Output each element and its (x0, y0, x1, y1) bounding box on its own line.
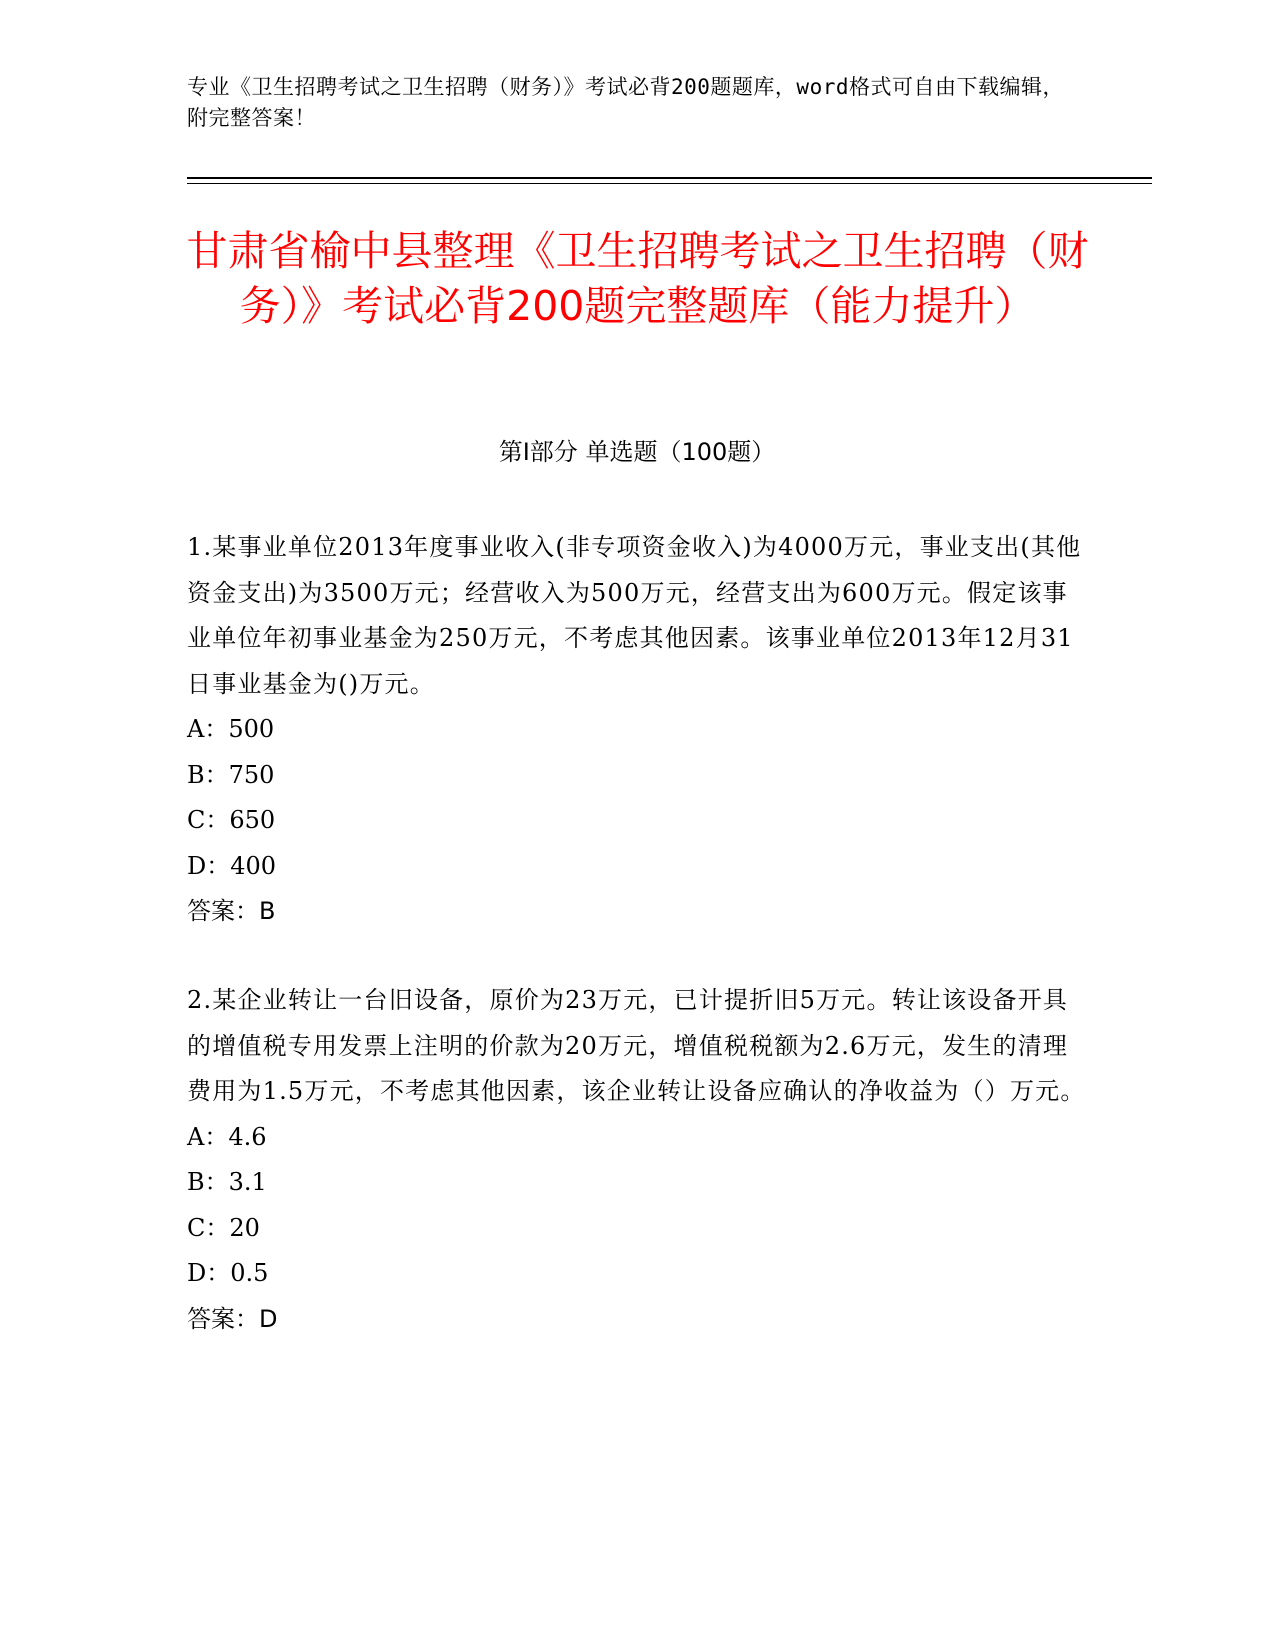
option-d: D：0.5 (187, 1259, 269, 1287)
header-divider-thick (187, 177, 1152, 179)
document-title: 甘肃省榆中县整理《卫生招聘考试之卫生招聘（财务）》考试必背200题完整题库（能力提升） (186, 227, 1089, 330)
option-c: C：20 (187, 1213, 260, 1242)
option-c: C：650 (187, 806, 276, 834)
option-b: B：3.1 (187, 1168, 267, 1196)
option-a: A：500 (187, 715, 275, 743)
question-text: 1.某事业单位2013年度事业收入(非专项资金收入)为4000万元，事业支出(其他资金支出)为3500万元；经营收入为500万元，经营支出为600万元。假定该事业单位年初事业基金为250万元，不考虑其他因素。该事业单位2013年12月31日事业基金为()万元。 (187, 533, 1082, 698)
option-a: A：4.6 (187, 1122, 267, 1151)
option-b: B：750 (187, 760, 275, 789)
option-d: D：400 (187, 851, 277, 880)
question-2 (187, 978, 1087, 1342)
question-text: 2.某企业转让一台旧设备，原价为23万元，已计提折旧5万元。转让该设备开具的增值税专用发票上注明的价款为20万元，增值税税额为2.6万元，发生的清理费用为1.5万元，不考虑其他因素，该企业转让设备应确认的净收益为（）万元。 (187, 986, 1086, 1105)
answer-line: 答案：B (187, 897, 276, 925)
header-divider-thin (187, 183, 1152, 184)
answer-line: 答案：D (187, 1304, 278, 1333)
header-note: 专业《卫生招聘考试之卫生招聘（财务）》考试必背200题题库，word格式可自由下载编辑，附完整答案！ (187, 75, 1064, 130)
section-heading: 第I部分 单选题（100题） (498, 438, 776, 466)
question-1 (187, 525, 1087, 935)
